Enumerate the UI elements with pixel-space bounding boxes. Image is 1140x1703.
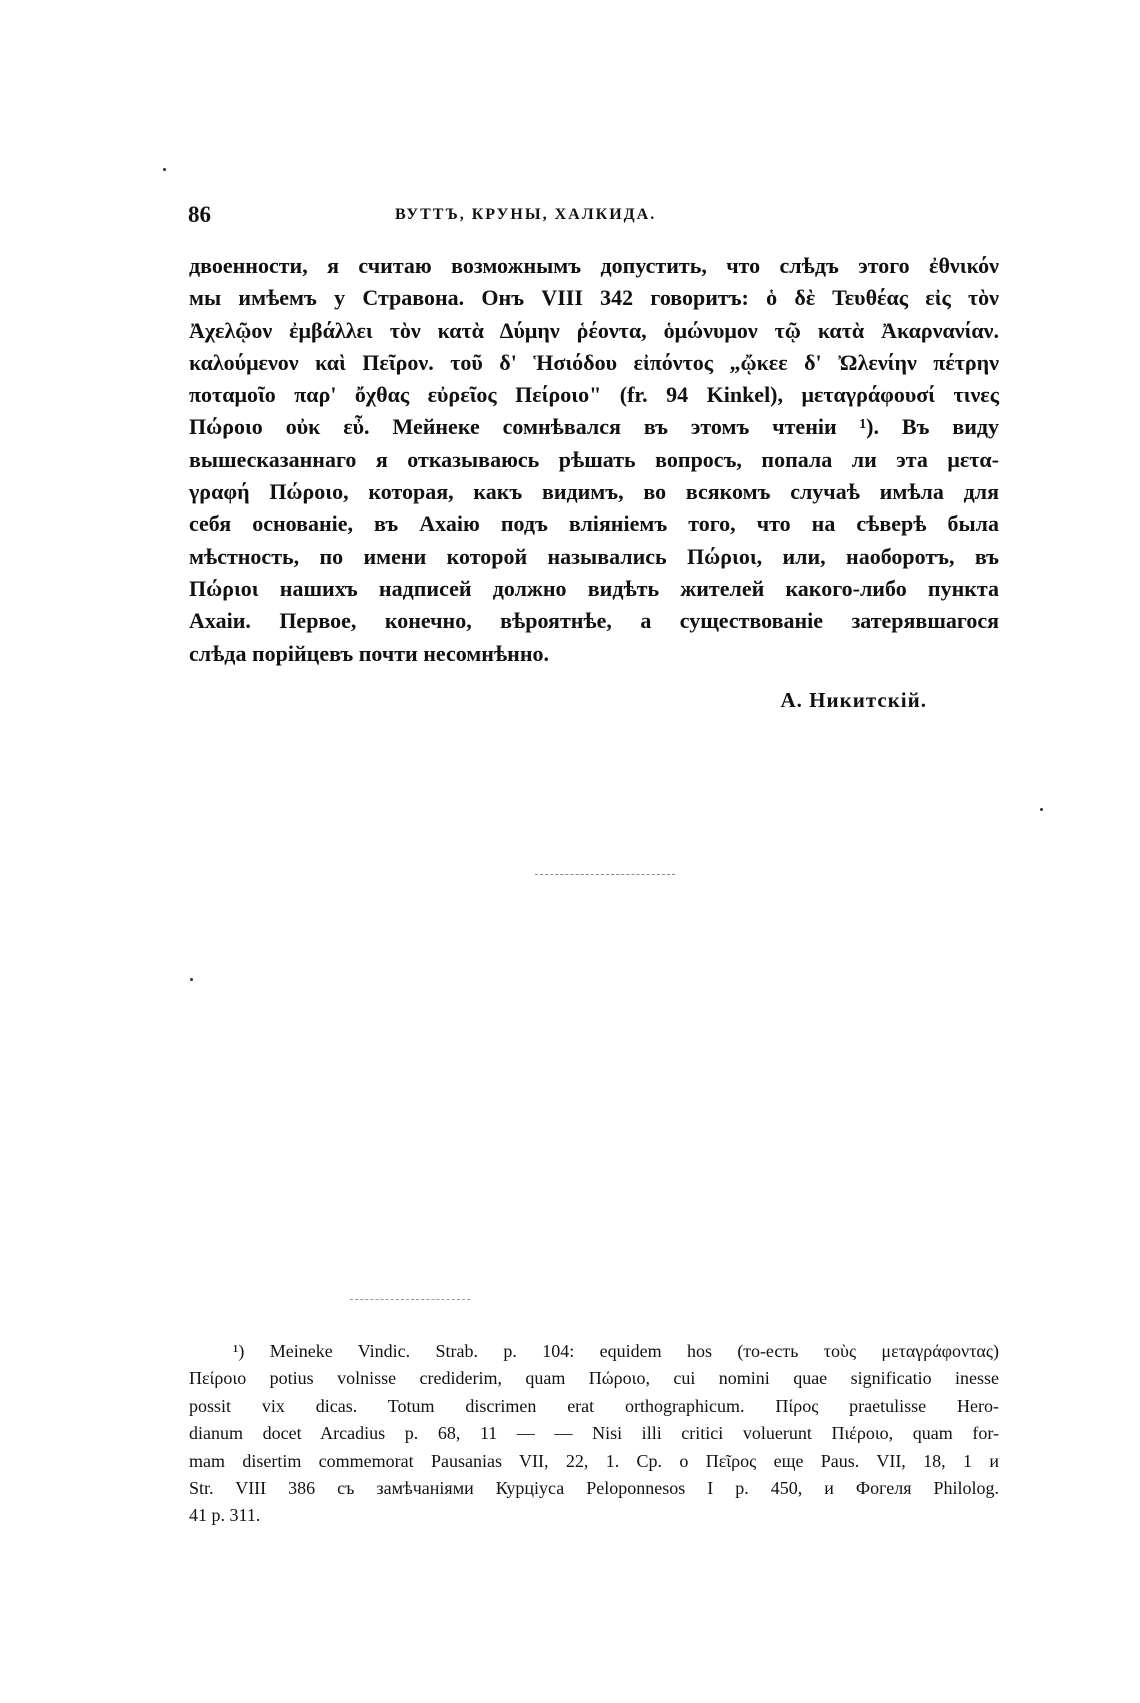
text-line: γραφή Πώροιο, которая, какъ видимъ, во всякомъ случаѣ имѣла для — [189, 479, 999, 505]
text-line: Πώριοι нашихъ надписей должно видѣть жителей какого-либо пункта — [189, 575, 999, 601]
text-line: мѣстность, по имени которой назывались Πώριοι, или, наоборотъ, въ — [189, 543, 999, 569]
text-line: καλούμενον καὶ Πεῖρον. τοῦ δ' Ἡσιόδου εἰπόντος „ᾤκεε δ' Ὠλενίην πέτρην — [189, 349, 999, 375]
text-line: ποταμοῖο παρ' ὄχθας εὐρεῖος Πείροιο" (fr. 94 Kinkel), μεταγράφουσί τινες — [189, 382, 999, 408]
footnote-line: Πείροιο potius volnisse crediderim, quam Πώροιο, cui nomini quae significatio inesse — [189, 1368, 999, 1389]
running-title: ВУТТЪ, КРУНЫ, ХАЛКИДА. — [395, 206, 657, 223]
text-line: Ахаіи. Первое, конечно, вѣроятнѣе, а существованіе затерявшагося — [189, 608, 999, 634]
footnote-line: possit vix dicas. Totum discrimen erat orthographicum. Πίρος praetulisse Hero- — [189, 1395, 999, 1416]
text-line: Ἀχελῷον ἐμβάλλει τὸν κατὰ Δύμην ῥέοντα, ὁμώνυμον τῷ κατὰ Ἀκαρνανίαν. — [189, 317, 999, 343]
main-text — [189, 250, 999, 670]
page-number: 86 — [188, 202, 211, 227]
text-line: слѣда порійцевъ почти несомнѣнно. — [189, 640, 550, 666]
text-line: Πώροιο οὐκ εὖ. Мейнеке сомнѣвался въ этомъ чтеніи ¹). Въ виду — [189, 414, 999, 440]
footnote-line: dianum docet Arcadius p. 68, 11 — — Nisi illi critici voluerunt Πιέροιο, quam for- — [189, 1423, 999, 1444]
scan-speck — [1040, 808, 1043, 811]
footnote-line: mam disertim commemorat Pausanias VII, 22, 1. Ср. о Πεῖρος еще Paus. VII, 18, 1 и — [189, 1450, 999, 1471]
author-signature: А. Никитскій. — [780, 688, 927, 712]
footnote-line: Str. VIII 386 съ замѣчаніями Курціуса Peloponnesos I p. 450, и Фогеля Philolog. — [189, 1478, 999, 1499]
text-line: двоенности, я считаю возможнымъ допустить, что слѣдъ этого ἐθνικόν — [189, 253, 999, 278]
footnote-divider — [350, 1299, 470, 1300]
text-line: вышесказаннаго я отказываюсь рѣшать вопросъ, попала ли эта μετα- — [189, 446, 999, 472]
text-line: мы имѣемъ у Стравона. Онъ VIII 342 говоритъ: ὁ δὲ Τευθέας εἰς τὸν — [189, 285, 999, 311]
footnote-line: ¹) Meineke Vindic. Strab. p. 104: equidem hos (то-есть τοὺς μεταγράφοντας) — [233, 1341, 999, 1361]
footnote-line: 41 p. 311. — [189, 1505, 261, 1526]
text-line: себя основаніе, въ Ахаію подъ вліяніемъ того, что на сѣверѣ была — [189, 511, 999, 537]
scan-speck — [190, 978, 193, 981]
section-divider — [535, 874, 675, 875]
scan-speck — [163, 168, 166, 171]
footnote — [189, 1338, 999, 1530]
